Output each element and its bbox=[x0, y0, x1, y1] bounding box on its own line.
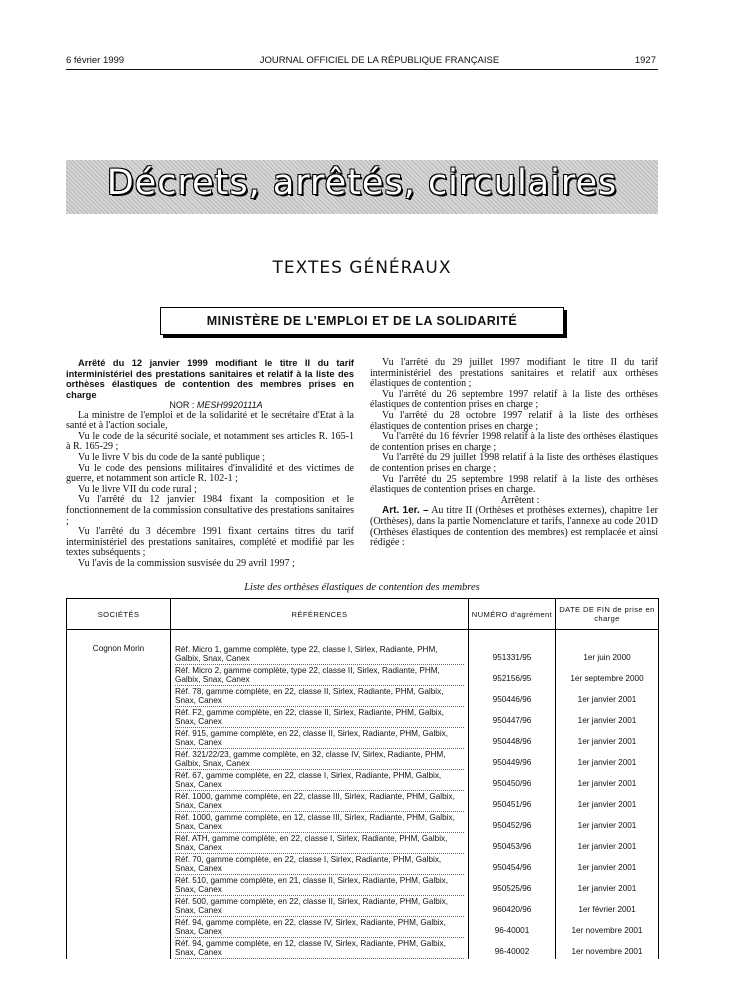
paragraph: Vu l'arrêté du 26 septembre 1997 relatif à la liste des orthèses élastiques de contention prises en charge ; bbox=[370, 388, 658, 411]
header-rule bbox=[66, 69, 658, 70]
reference-text: Réf. 78, gamme complète, en 22, classe II, Sirlex, Radiante, PHM, Galbix, Snax, Canex bbox=[175, 687, 464, 707]
nor-label: NOR : bbox=[169, 400, 195, 410]
end-date-cell: 1er janvier 2001 bbox=[556, 791, 659, 812]
reference-text: Réf. 1000, gamme complète, en 12, classe III, Sirlex, Radiante, PHM, Galbix, Snax, Canex bbox=[175, 813, 464, 833]
agrement-number-cell: 951331/95 bbox=[469, 630, 556, 666]
agrement-number-cell: 950446/96 bbox=[469, 686, 556, 707]
orthoses-table bbox=[66, 598, 659, 959]
arretent-line: Arrêtent : bbox=[500, 494, 540, 506]
paragraph: Vu le livre V bis du code de la santé publique ; bbox=[78, 451, 266, 463]
reference-text: Réf. 1000, gamme complète, en 22, classe III, Sirlex, Radiante, PHM, Galbix, Snax, Canex bbox=[175, 792, 464, 812]
right-column bbox=[370, 358, 658, 549]
reference-cell bbox=[171, 665, 469, 686]
agrement-number-cell: 950447/96 bbox=[469, 707, 556, 728]
table-caption: Liste des orthèses élastiques de contention des membres bbox=[244, 582, 480, 593]
end-date-cell: 1er janvier 2001 bbox=[556, 707, 659, 728]
table-row bbox=[67, 630, 659, 666]
end-date-cell: 1er janvier 2001 bbox=[556, 854, 659, 875]
reference-cell bbox=[171, 854, 469, 875]
reference-text: Réf. 94, gamme complète, en 12, classe IV, Sirlex, Radiante, PHM, Galbix, Snax, Canex bbox=[175, 939, 464, 959]
end-date-cell: 1er janvier 2001 bbox=[556, 728, 659, 749]
reference-text: Réf. Micro 1, gamme complète, type 22, classe I, Sirlex, Radiante, PHM, Galbix, Snax, Canex bbox=[175, 645, 464, 665]
header-societes: SOCIÉTÉS bbox=[67, 599, 171, 630]
reference-text: Réf. 321/22/23, gamme complète, en 32, classe IV, Sirlex, Radiante, PHM, Galbix, Snax, Canex bbox=[175, 750, 464, 770]
table-header-row bbox=[67, 599, 659, 630]
ministry-box: MINISTÈRE DE L'EMPLOI ET DE LA SOLIDARITÉ bbox=[160, 307, 564, 335]
header-references: RÉFÉRENCES bbox=[171, 599, 469, 630]
paragraph: Vu le code des pensions militaires d'invalidité et des victimes de guerre, et notamment son article R. 102-1 ; bbox=[66, 462, 354, 485]
agrement-number-cell: 96-40002 bbox=[469, 938, 556, 959]
paragraph: Vu l'arrêté du 28 octobre 1997 relatif à la liste des orthèses élastiques de contention prises en charge ; bbox=[370, 409, 658, 432]
agrement-number-cell: 950450/96 bbox=[469, 770, 556, 791]
right-paragraphs bbox=[370, 358, 658, 496]
header-page-number: 1927 bbox=[634, 55, 656, 66]
reference-cell bbox=[171, 770, 469, 791]
paragraph: Vu l'arrêté du 16 février 1998 relatif à la liste des orthèses élastiques de contention prises en charge ; bbox=[370, 431, 658, 453]
reference-cell bbox=[171, 728, 469, 749]
reference-text: Réf. 70, gamme complète, en 22, classe I, Sirlex, Radiante, PHM, Galbix, Snax, Canex bbox=[175, 855, 464, 875]
reference-text: Réf. 94, gamme complète, en 22, classe IV, Sirlex, Radiante, PHM, Galbix, Snax, Canex bbox=[175, 918, 464, 938]
header-journal: JOURNAL OFFICIEL DE LA RÉPUBLIQUE FRANÇAISE bbox=[259, 55, 500, 66]
reference-cell bbox=[171, 791, 469, 812]
end-date-cell: 1er février 2001 bbox=[556, 896, 659, 917]
agrement-number-cell: 96-40001 bbox=[469, 917, 556, 938]
banner-title: Décrets, arrêtés, circulaires bbox=[106, 163, 618, 203]
reference-cell bbox=[171, 686, 469, 707]
agrement-number-cell: 950448/96 bbox=[469, 728, 556, 749]
end-date-cell: 1er janvier 2001 bbox=[556, 812, 659, 833]
left-column bbox=[66, 358, 354, 570]
reference-cell bbox=[171, 707, 469, 728]
agrement-number-cell: 960420/96 bbox=[469, 896, 556, 917]
reference-text: Réf. 915, gamme complète, en 22, classe II, Sirlex, Radiante, PHM, Galbix, Snax, Canex bbox=[175, 729, 464, 749]
agrement-number-cell: 950453/96 bbox=[469, 833, 556, 854]
paragraph: Vu le code de la sécurité sociale, et notamment ses articles R. 165-1 à R. 165-29 ; bbox=[66, 430, 354, 453]
arrete-title: Arrêté du 12 janvier 1999 modifiant le titre II du tarif interministériel des prestations sanitaires et relatif à la liste des orthèses élastiques de contention des membres prises en charge bbox=[66, 358, 354, 400]
end-date-cell: 1er septembre 2000 bbox=[556, 665, 659, 686]
reference-text: Réf. 67, gamme complète, en 22, classe I, Sirlex, Radiante, PHM, Galbix, Snax, Canex bbox=[175, 771, 464, 791]
paragraph: Vu l'arrêté du 29 juillet 1997 modifiant le titre II du tarif interministériel des prestations sanitaires et relatif aux orthèses élastiques de contention ; bbox=[370, 357, 658, 390]
agrement-number-cell: 950449/96 bbox=[469, 749, 556, 770]
company-cell: Cognon Morin bbox=[67, 630, 171, 960]
nor-code: MESH9920111A bbox=[196, 400, 263, 410]
agrement-number-cell: 950451/96 bbox=[469, 791, 556, 812]
end-date-cell: 1er juin 2000 bbox=[556, 630, 659, 666]
nor-line bbox=[66, 400, 354, 411]
agrement-number-cell: 950454/96 bbox=[469, 854, 556, 875]
reference-cell bbox=[171, 749, 469, 770]
reference-cell bbox=[171, 938, 469, 959]
end-date-cell: 1er janvier 2001 bbox=[556, 875, 659, 896]
section-title: TEXTES GÉNÉRAUX bbox=[272, 258, 452, 278]
article-text: Au titre II (Orthèses et prothèses externes), chapitre 1er (Orthèses), dans la partie Nomenclature et tarifs, l'annexe au code 201D (Orthèses élastiques de contention des membres) est remplacée et ainsi rédigée : bbox=[370, 505, 658, 549]
agrement-number-cell: 950525/96 bbox=[469, 875, 556, 896]
end-date-cell: 1er janvier 2001 bbox=[556, 833, 659, 854]
paragraph: La ministre de l'emploi et de la solidarité et le secrétaire d'Etat à la santé et à l'action sociale, bbox=[66, 409, 354, 432]
reference-text: Réf. 510, gamme complète, en 21, classe II, Sirlex, Radiante, PHM, Galbix, Snax, Canex bbox=[175, 876, 464, 896]
end-date-cell: 1er janvier 2001 bbox=[556, 686, 659, 707]
left-paragraphs bbox=[66, 411, 354, 570]
table-body bbox=[67, 630, 659, 960]
paragraph: Vu l'arrêté du 29 juillet 1998 relatif à la liste des orthèses élastiques de contention prises en charge ; bbox=[370, 452, 658, 474]
running-header bbox=[66, 55, 656, 66]
agrement-number-cell: 952156/95 bbox=[469, 665, 556, 686]
reference-cell bbox=[171, 630, 469, 666]
end-date-cell: 1er novembre 2001 bbox=[556, 917, 659, 938]
end-date-cell: 1er novembre 2001 bbox=[556, 938, 659, 959]
paragraph: Vu le livre VII du code rural ; bbox=[78, 483, 197, 495]
header-numero: NUMÉRO d'agrément bbox=[469, 599, 556, 630]
paragraph: Vu l'avis de la commission susvisée du 29 avril 1997 ; bbox=[78, 557, 295, 569]
reference-text: Réf. F2, gamme complète, en 22, classe II, Sirlex, Radiante, PHM, Galbix, Snax, Canex bbox=[175, 708, 464, 728]
reference-cell bbox=[171, 917, 469, 938]
header-date-fin: DATE DE FIN de prise en charge bbox=[556, 599, 659, 630]
reference-cell bbox=[171, 812, 469, 833]
end-date-cell: 1er janvier 2001 bbox=[556, 770, 659, 791]
reference-cell bbox=[171, 896, 469, 917]
agrement-number-cell: 950452/96 bbox=[469, 812, 556, 833]
paragraph: Vu l'arrêté du 3 décembre 1991 fixant certains titres du tarif interministériel des prestations sanitaires, complété et modifié par les textes subséquents ; bbox=[66, 526, 354, 559]
paragraph: Vu l'arrêté du 12 janvier 1984 fixant la composition et le fonctionnement de la commission consultative des prestations sanitaires ; bbox=[66, 494, 354, 527]
reference-text: Réf. 500, gamme complète, en 22, classe II, Sirlex, Radiante, PHM, Galbix, Snax, Canex bbox=[175, 897, 464, 917]
paragraph: Vu l'arrêté du 25 septembre 1998 relatif à la liste des orthèses élastiques de contention prises en charge. bbox=[370, 473, 658, 496]
reference-text: Réf. Micro 2, gamme complète, type 22, classe II, Sirlex, Radiante, PHM, Galbix, Snax, Canex bbox=[175, 666, 464, 686]
reference-cell bbox=[171, 875, 469, 896]
article-label: Art. 1er. – bbox=[382, 505, 429, 517]
header-date: 6 février 1999 bbox=[66, 55, 125, 66]
reference-cell bbox=[171, 833, 469, 854]
reference-text: Réf. ATH, gamme complète, en 22, classe I, Sirlex, Radiante, PHM, Galbix, Snax, Canex bbox=[175, 834, 464, 854]
end-date-cell: 1er janvier 2001 bbox=[556, 749, 659, 770]
article-1 bbox=[370, 506, 658, 548]
